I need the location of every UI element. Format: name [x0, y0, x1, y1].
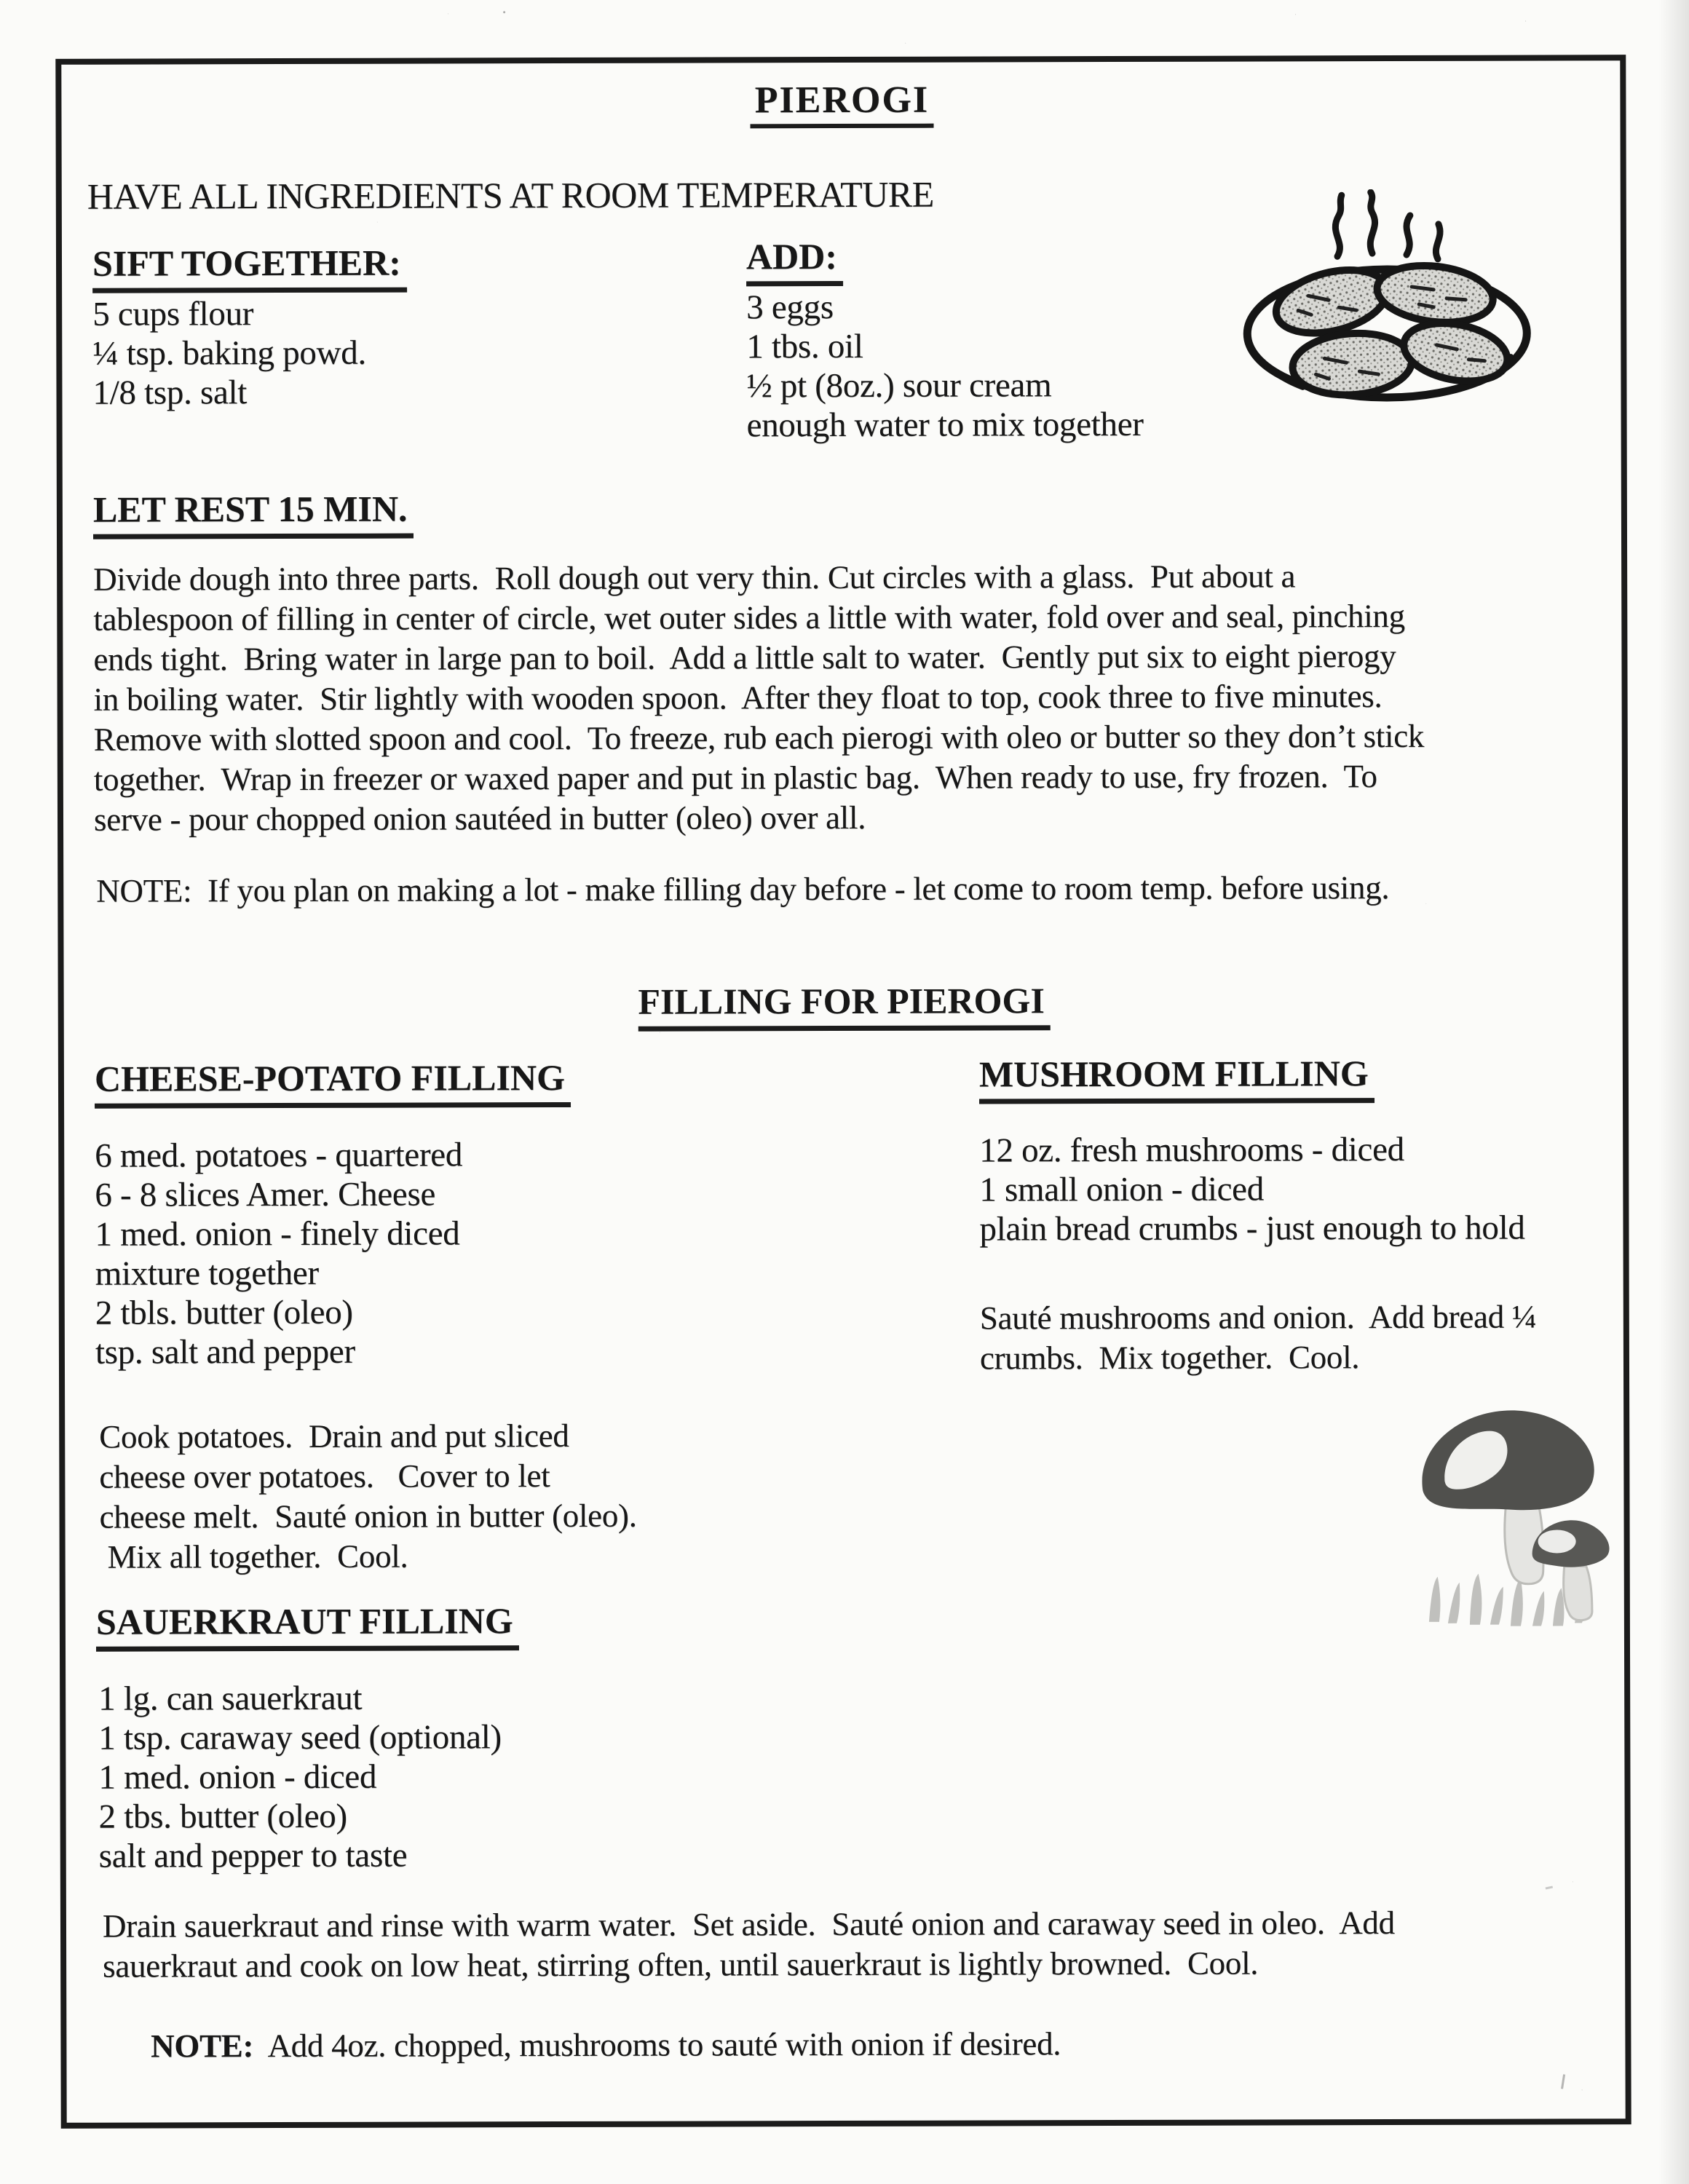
cheese-potato-heading: CHEESE-POTATO FILLING — [95, 1056, 571, 1109]
sift-together-heading: SIFT TOGETHER: — [92, 242, 407, 293]
mushroom-filling-heading: MUSHROOM FILLING — [979, 1052, 1374, 1104]
room-temperature-note: HAVE ALL INGREDIENTS AT ROOM TEMPERATURE — [87, 173, 934, 217]
let-rest-heading-wrap — [93, 488, 414, 539]
sauerkraut-note-label: NOTE: — [151, 2027, 254, 2065]
mushrooms-illustration — [1402, 1380, 1629, 1635]
pierogi-plate-illustration — [1228, 189, 1549, 415]
sauerkraut-heading: SAUERKRAUT FILLING — [96, 1599, 519, 1652]
title-row — [0, 76, 1687, 130]
add-heading-wrap — [746, 235, 843, 286]
cheese-potato-heading-wrap — [95, 1056, 571, 1109]
filling-heading-row — [0, 978, 1689, 1033]
small-mushroom-stem — [1564, 1566, 1592, 1620]
mushroom-filling-heading-wrap — [979, 1052, 1374, 1104]
sift-ingredient-list: 5 cups flour ¼ tsp. baking powd. 1/8 tsp. salt — [92, 295, 366, 412]
large-mushroom-cap — [1422, 1410, 1594, 1511]
small-cap-highlight — [1538, 1530, 1576, 1553]
mushroom-ingredient-list: 12 oz. fresh mushrooms - diced 1 small onion - diced plain bread crumbs - just enough to hold — [979, 1130, 1525, 1249]
make-ahead-note: NOTE: If you plan on making a lot - make filling day before - let come to room temp. before using. — [96, 869, 1390, 909]
recipe-title: PIEROGI — [751, 79, 934, 129]
sauerkraut-note-text: Add 4oz. chopped, mushrooms to sauté with onion if desired. — [253, 2025, 1061, 2065]
cheese-potato-ingredient-list: 6 med. potatoes - quartered 6 - 8 slices Amer. Cheese 1 med. onion - finely diced mixture together 2 tbls. butter (oleo) tsp. salt and pepper — [95, 1136, 463, 1372]
add-heading: ADD: — [746, 235, 843, 286]
let-rest-heading: LET REST 15 MIN. — [93, 488, 414, 539]
add-ingredient-list: 3 eggs 1 tbs. oil ½ pt (8oz.) sour cream enough water to mix together — [746, 288, 1144, 445]
sift-together-heading-wrap — [92, 242, 407, 293]
sauerkraut-method-paragraph: Drain sauerkraut and rinse with warm water. Set aside. Sauté onion and caraway seed in oleo. Add sauerkraut and cook on low heat, stirring often, until sauerkraut is lightly browned. Cool. — [102, 1904, 1395, 1985]
scan-edge-shadow — [1658, 0, 1689, 2184]
dough-instructions-paragraph: Divide dough into three parts. Roll dough out very thin. Cut circles with a glass. Put about a tablespoon of filling in center of circle, wet outer sides a little with water, fold over and seal, pinching ends tight. Bring water in large pan to boil. Add a little salt to water. Gently put six to eight pierogy in boiling water. Stir lightly with wooden spoon. After they float to top, cook three to five minutes. Remove with slotted spoon and cool. To freeze, rub each pierogi with oleo or butter so they don’t stick together. Wrap in freezer or waxed paper and put in plastic bag. When ready to use, fry frozen. To serve - pour chopped onion sautéed in butter (oleo) over all. — [93, 558, 1425, 838]
sauerkraut-ingredient-list: 1 lg. can sauerkraut 1 tsp. caraway seed (optional) 1 med. onion - diced 2 tbs. butter (oleo) salt and pepper to taste — [98, 1679, 502, 1875]
cheese-potato-method-paragraph: Cook potatoes. Drain and put sliced cheese over potatoes. Cover to let cheese melt. Sauté onion in butter (oleo). Mix all together. Cool. — [99, 1417, 637, 1575]
sauerkraut-heading-wrap — [96, 1599, 519, 1652]
mushroom-method-paragraph: Sauté mushrooms and onion. Add bread ¼ crumbs. Mix together. Cool. — [979, 1298, 1537, 1377]
filling-section-heading: FILLING FOR PIEROGI — [638, 979, 1051, 1031]
steam-icon — [1335, 192, 1440, 259]
sauerkraut-note — [103, 1984, 1061, 2106]
